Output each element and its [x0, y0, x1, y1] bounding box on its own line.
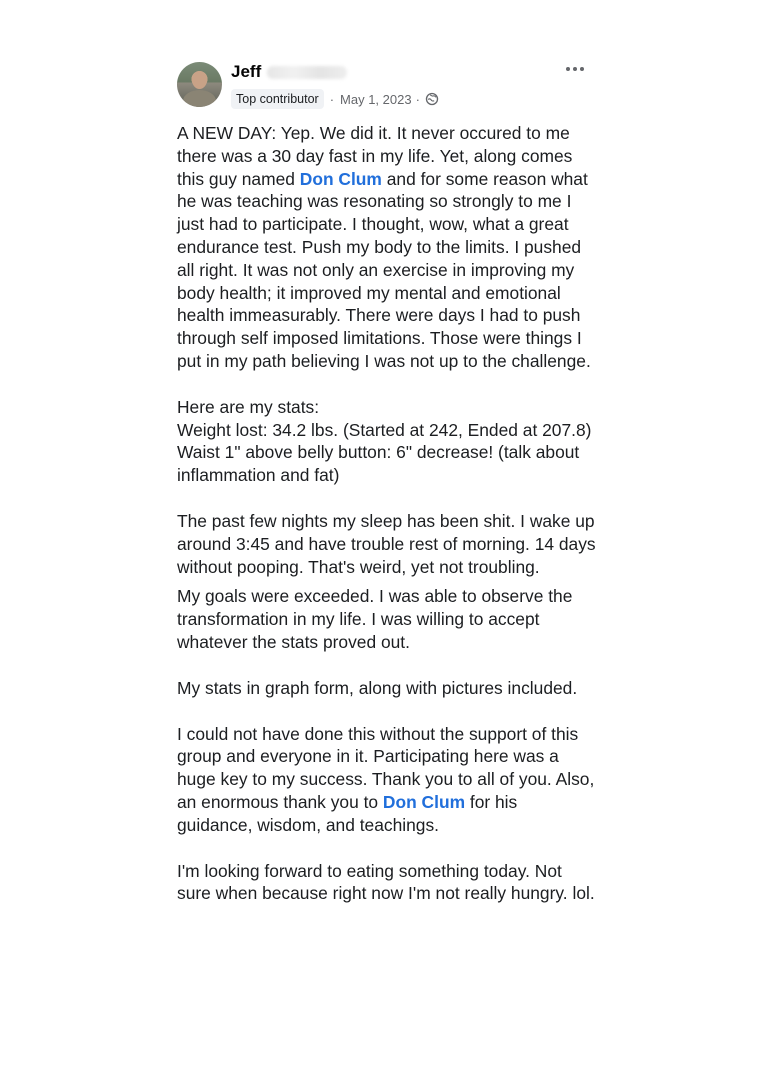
post-paragraph-eat: I'm looking forward to eating something today. Not sure when because right now I'm not really hungry. lol. [177, 860, 595, 904]
meta-separator: · [415, 91, 420, 107]
more-dot [573, 67, 577, 71]
stats-heading: Here are my stats: [177, 396, 320, 417]
author-name[interactable]: Jeff [231, 62, 262, 81]
stats-weight: Weight lost: 34.2 lbs. (Started at 242, Ended at 207.8) [177, 419, 592, 440]
post-text: and for some reason what he was teaching was resonating so strongly to me I just had to participate. I thought, wow, what a great endurance test. Push my body to the limits. I pushed all right. It was not only an exercise in improving my body health; it improved my mental and emotional health immeasurably. There were days I had to push through self imposed limitations. Those were things I put in my path believing I was not up to the challenge. [177, 168, 591, 371]
post-text: A NEW DAY: Yep. We did it. It never occured to me there was a 30 day fast in my life. Yet, along comes this guy named [177, 123, 573, 189]
more-dot [580, 67, 584, 71]
post-paragraph-thanks [177, 723, 597, 837]
author-avatar[interactable] [177, 62, 222, 107]
avatar-head-shape [192, 71, 207, 89]
post-date[interactable]: May 1, 2023 [340, 91, 412, 107]
mention-link[interactable]: Don Clum [299, 168, 382, 189]
post-meta [231, 89, 439, 109]
globe-icon[interactable] [425, 92, 439, 106]
author-surname-redacted [267, 66, 347, 79]
post-paragraph-goals: My goals were exceeded. I was able to observe the transformation in my life. I was willing to accept whatever the stats proved out. [177, 586, 573, 652]
post-paragraph-graph: My stats in graph form, along with pictures included. [177, 677, 578, 698]
post-text: for his guidance, wisdom, and teachings. [177, 791, 518, 835]
avatar-shoulders-shape [183, 90, 216, 107]
meta-separator: · [329, 91, 335, 107]
top-contributor-badge[interactable]: Top contributor [231, 89, 324, 109]
post-body [177, 122, 597, 905]
more-options-button[interactable] [562, 58, 588, 80]
stats-waist: Waist 1" above belly button: 6" decrease! (talk about inflammation and fat) [177, 442, 580, 486]
mention-link[interactable]: Don Clum [382, 791, 466, 812]
post-text: I could not have done this without the support of this group and everyone in it. Participating here was a huge key to my success. Thank you to all of you. Also, an enormous thank you to [177, 723, 595, 812]
author-name-row [231, 62, 347, 82]
post-paragraph-sleep: The past few nights my sleep has been shit. I wake up around 3:45 and have trouble rest of morning. 14 days without pooping. That's weird, yet not troubling. [177, 510, 596, 577]
post-paragraph-intro [177, 122, 597, 373]
more-dot [566, 67, 570, 71]
